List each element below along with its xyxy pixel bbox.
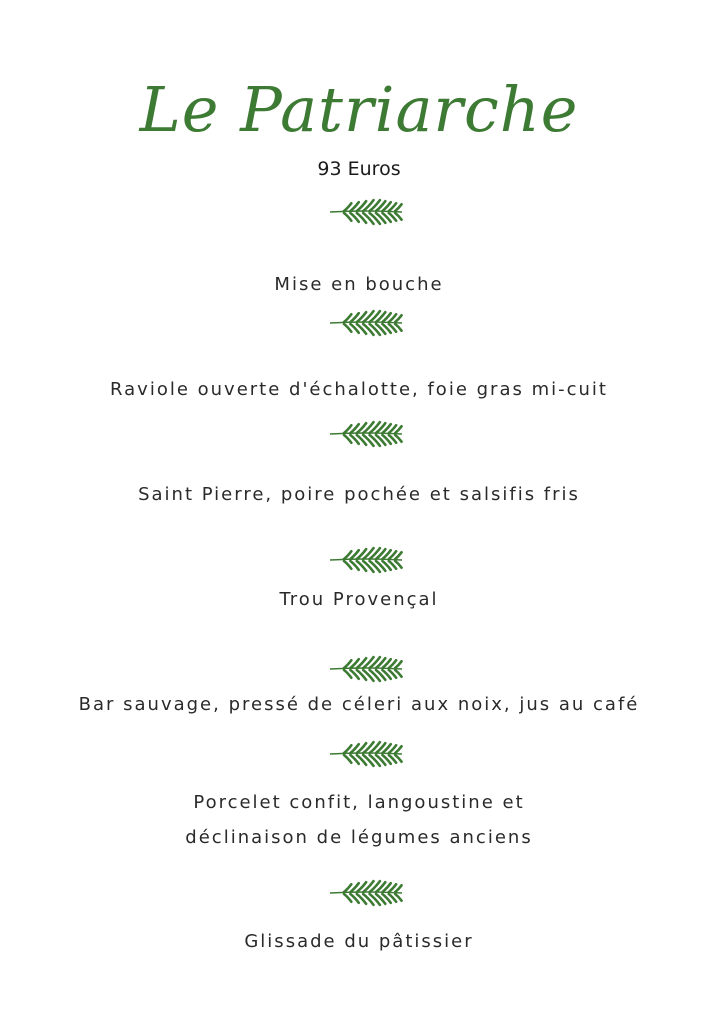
palm-leaf-icon [326,652,406,686]
course-item: Porcelet confit, langoustine et [193,792,525,813]
palm-leaf-icon [326,417,406,451]
palm-leaf-icon [326,306,406,340]
menu-title: Le Patriarche [139,73,579,146]
course-item: Trou Provençal [279,589,439,610]
course-item: Raviole ouverte d'échalotte, foie gras mi-cuit [110,379,608,400]
palm-leaf-icon [326,876,406,910]
menu-price: 93 Euros [317,158,401,180]
course-item: Bar sauvage, pressé de céleri aux noix, jus au café [78,694,640,715]
course-item: Mise en bouche [274,274,444,295]
course-item: Glissade du pâtissier [244,931,474,952]
palm-leaf-icon [326,737,406,771]
palm-leaf-icon [326,543,406,577]
palm-leaf-icon [326,195,406,229]
course-item: Saint Pierre, poire pochée et salsifis fris [138,484,580,505]
course-item: déclinaison de légumes anciens [185,827,533,848]
